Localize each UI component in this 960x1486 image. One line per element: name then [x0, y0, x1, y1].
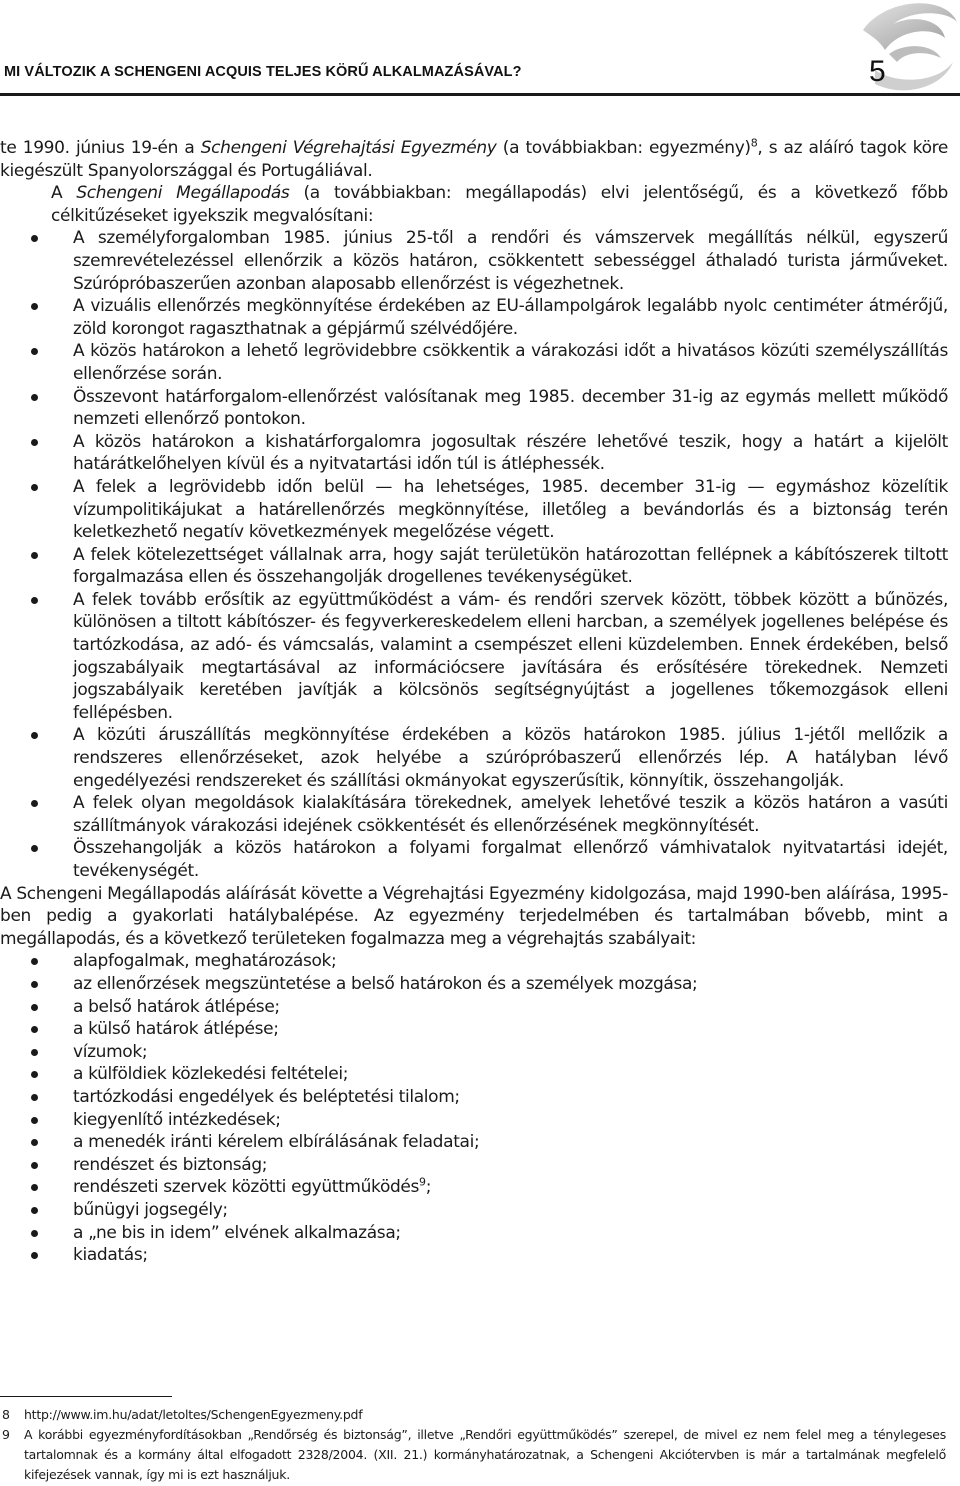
intro-paragraph-1: te 1990. június 19-én a Schengeni Végrehajtási Egyezmény (a továbbiakban: egyezmény)$^8$, s az aláíró tagok köre kiegészült Spanyolországgal és Portugáliával.	[0, 136, 948, 181]
list-item: vízumok;	[73, 1041, 948, 1064]
list-item: a „ne bis in idem” elvének alkalmazása;	[73, 1222, 948, 1245]
bullet-icon	[31, 1252, 38, 1259]
list-item: A közúti áruszállítás megkönnyítése érdekében a közös határokon 1985. július 1-jétől mellőzik a rendszeres ellenőrzéseket, azok helyébe a szúrópróbaszerű ellenőrzés lép. A hatályban lévő engedélyezési rendszereket és szállítási okmányokat egyszerűsítik, könnyítik, összehangolják.	[73, 724, 948, 792]
footnote-number: 9	[2, 1427, 10, 1442]
footnote-ref-8: 8	[750, 136, 758, 150]
list-item: Összehangolják a közös határokon a folyami forgalmat ellenőrző vámhivatalok nyitvatartási idejét, tevékenységét.	[73, 837, 948, 882]
bullet-icon	[31, 1117, 38, 1124]
bullet-icon	[31, 800, 38, 807]
footnotes	[0, 1405, 946, 1485]
footnote-text: A korábbi egyezményfordításokban „Rendőrség és biztonság”, illetve „Rendőri együttműködés” szerepel, de mivel ez nem felel meg a ténylegeses tartalomnak és a kormány által elfogadott 2328/2004. (XII. 21.) kormányhatározatnak, a Schengeni Akciótervben is már a tartalmának megfelelő kifejezések vannak, így mi is ezt használjuk.	[24, 1427, 946, 1482]
bullet-icon	[31, 394, 38, 401]
bullet-icon	[31, 1139, 38, 1146]
list-item: a belső határok átlépése;	[73, 996, 948, 1019]
bullet-icon	[31, 958, 38, 965]
bullet-icon	[31, 348, 38, 355]
bullet-icon	[31, 1184, 38, 1191]
bullet-icon	[31, 439, 38, 446]
list-item: az ellenőrzések megszüntetése a belső határokon és a személyek mozgása;	[73, 973, 948, 996]
list-item: tartózkodási engedélyek és beléptetési tilalom;	[73, 1086, 948, 1109]
footnote-link[interactable]: http://www.im.hu/adat/letoltes/SchengenEgyezmeny.pdf	[24, 1407, 363, 1422]
list-item: A közös határokon a lehető legrövidebbre csökkentik a várakozási időt a hivatásos közúti személyszállítás ellenőrzése során.	[73, 340, 948, 385]
footnote-ref-9: 9	[419, 1175, 426, 1189]
bullet-icon	[31, 845, 38, 852]
bullet-icon	[31, 1049, 38, 1056]
bullet-icon	[31, 597, 38, 604]
list-item: a menedék iránti kérelem elbírálásának feladatai;	[73, 1131, 948, 1154]
list-item: rendészet és biztonság;	[73, 1154, 948, 1177]
footnote-9	[0, 1425, 946, 1485]
list-item: A vizuális ellenőrzés megkönnyítése érdekében az EU-állampolgárok legalább nyolc centiméter átmérőjű, zöld korongot ragaszthatnak a gépjármű szélvédőjére.	[73, 295, 948, 340]
bullet-icon	[31, 1026, 38, 1033]
goals-list	[0, 227, 948, 882]
bullet-icon	[31, 1004, 38, 1011]
footnote-number: 8	[2, 1407, 10, 1422]
bullet-icon	[31, 1230, 38, 1237]
footnote-divider	[0, 1396, 172, 1397]
bullet-icon	[31, 552, 38, 559]
areas-list	[0, 950, 948, 1266]
page-number: 5	[869, 55, 886, 88]
list-item: a külső határok átlépése;	[73, 1018, 948, 1041]
running-title: MI VÁLTOZIK A SCHENGENI ACQUIS TELJES KÖRŰ ALKALMAZÁSÁVAL?	[4, 64, 522, 80]
list-item: alapfogalmak, meghatározások;	[73, 950, 948, 973]
bullet-icon	[31, 1094, 38, 1101]
list-item: a külföldiek közlekedési feltételei;	[73, 1063, 948, 1086]
list-item: A felek a legrövidebb időn belül — ha lehetséges, 1985. december 31-ig — egymáshoz közelítik vízumpolitikájukat a határellenőrzés megkönnyítése, illetőleg a bevándorlás és a biztonság terén keletkezhető negatív következmények megelőzése végett.	[73, 476, 948, 544]
bullet-icon	[31, 484, 38, 491]
list-item: bűnügyi jogsegély;	[73, 1199, 948, 1222]
body-text	[0, 137, 948, 1267]
list-item: kiegyenlítő intézkedések;	[73, 1109, 948, 1132]
list-item: A felek kötelezettséget vállalnak arra, hogy saját területükön határozottan fellépnek a kábítószerek tiltott forgalmazása ellen és összehangolják drogellenes tevékenységüket.	[73, 544, 948, 589]
page-header	[0, 0, 960, 130]
list-item: A felek tovább erősítik az együttműködést a vám- és rendőri szervek között, többek között a bűnözés, különösen a tiltott kábítószer- és fegyverkereskedelem elleni harcban, a személyek jogellenes belépése és tartózkodása, az adó- és vámcsalás, valamint a csempészet elleni küzdelemben. Ennek érdekében, belső jogszabályaik megtartásával az információcsere javítására és erősítésére törekednek. Nemzeti jogszabályaik keretében javítják a kölcsönös segítségnyújtást a jogellenes tőkemozgások elleni fellépésben.	[73, 589, 948, 725]
list-item: Összevont határforgalom-ellenőrzést valósítanak meg 1985. december 31-ig az egymás mellett működő nemzeti ellenőrző pontokon.	[73, 386, 948, 431]
header-divider	[0, 93, 960, 96]
bullet-icon	[31, 981, 38, 988]
bullet-icon	[31, 303, 38, 310]
paragraph-3: A Schengeni Megállapodás aláírását követte a Végrehajtási Egyezmény kidolgozása, majd 1990-ben aláírása, 1995-ben pedig a gyakorlati hatálybalépése. Az egyezmény terjedelmében és tartalmában bővebb, mint a megállapodás, és a következő területeken fogalmazza meg a végrehajtás szabályait:	[0, 883, 948, 949]
list-item: rendészeti szervek közötti együttműködés$^9$;	[73, 1176, 948, 1199]
intro-paragraph-2: A Schengeni Megállapodás (a továbbiakban: megállapodás) elvi jelentőségű, és a következő főbb célkitűzéseket igyekszik megvalósítani:	[51, 183, 948, 226]
list-item: A felek olyan megoldások kialakítására törekednek, amelyek lehetővé teszik a közös határon a vasúti szállítmányok várakozási idejének csökkentését és ellenőrzésének megkönnyítését.	[73, 792, 948, 837]
bullet-icon	[31, 1207, 38, 1214]
bullet-icon	[31, 1071, 38, 1078]
list-item: A személyforgalomban 1985. június 25-től a rendőri és vámszervek megállítás nélkül, egyszerű szemrevételezéssel ellenőrzik a közös határon, csökkentett sebességgel áthaladó turista járműveket. Szúrópróbaszerűen azonban alaposabb ellenőrzést is végezhetnek.	[73, 227, 948, 295]
bullet-icon	[31, 732, 38, 739]
list-item: kiadatás;	[73, 1244, 948, 1267]
bullet-icon	[31, 1162, 38, 1169]
footnote-8	[0, 1405, 946, 1425]
bullet-icon	[31, 235, 38, 242]
swirl-logo-icon	[845, 0, 960, 96]
list-item: A közös határokon a kishatárforgalomra jogosultak részére lehetővé teszik, hogy a határt a kijelölt határátkelőhelyen kívül és a nyitvatartási időn túl is átléphessék.	[73, 431, 948, 476]
